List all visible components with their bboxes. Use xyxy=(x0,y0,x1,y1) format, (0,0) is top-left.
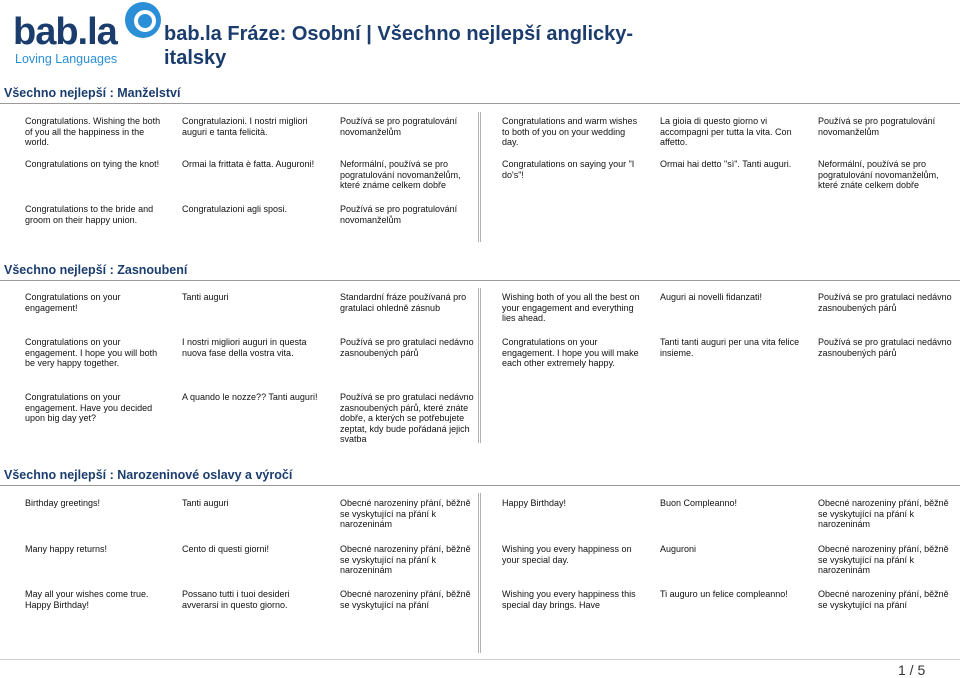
usage-cell: Používá se pro gratulaci nedávno zasnoubených párů xyxy=(818,337,952,358)
phrase-cell: Wishing you every happiness on your special day. xyxy=(502,544,632,565)
translation-cell: Cento di questi giorni! xyxy=(182,544,270,554)
usage-cell: Používá se pro pogratulování novomanželům xyxy=(340,204,458,225)
phrase-cell: Congratulations to the bride and groom on their happy union. xyxy=(25,204,154,225)
section-title-marriage: Všechno nejlepší : Manželství xyxy=(4,86,181,100)
phrase-cell: Congratulations on your engagement. Have you decided upon big day yet? xyxy=(25,392,153,424)
translation-cell: Ormai la frittata è fatta. Auguroni! xyxy=(182,159,315,169)
phrase-cell: Birthday greetings! xyxy=(25,498,101,508)
usage-cell: Neformální, používá se pro pogratulování novomanželům, které znáte celkem dobře xyxy=(818,159,939,191)
translation-cell: Ormai hai detto "sì". Tanti auguri. xyxy=(660,159,792,169)
speech-bubble-icon xyxy=(125,2,161,38)
translation-cell: Tanti tanti auguri per una vita felice insieme. xyxy=(660,337,800,358)
phrase-cell: Wishing you every happiness this special day brings. Have xyxy=(502,589,636,610)
phrase-cell: Happy Birthday! xyxy=(502,498,567,508)
phrase-cell: Congratulations on your engagement! xyxy=(25,292,121,313)
usage-cell: Obecné narozeniny přání, běžně se vyskytující na přání xyxy=(818,589,949,610)
usage-cell: Obecné narozeniny přání, běžně se vyskytující na přání xyxy=(340,589,471,610)
page-number: 1 / 5 xyxy=(898,662,926,678)
translation-cell: Auguroni xyxy=(660,544,697,554)
translation-cell: Ti auguro un felice compleanno! xyxy=(660,589,788,599)
translation-cell: Possano tutti i tuoi desideri avverarsi in questo giorno. xyxy=(182,589,290,610)
translation-cell: La gioia di questo giorno vi accompagni per tutta la vita. Con affetto. xyxy=(660,116,792,148)
logo[interactable] xyxy=(13,2,153,66)
usage-cell: Používá se pro gratulaci nedávno zasnoubených párů xyxy=(340,337,474,358)
section-title-engagement: Všechno nejlepší : Zasnoubení xyxy=(4,263,188,277)
phrase-cell: Congratulations on tying the knot! xyxy=(25,159,160,169)
translation-cell: Buon Compleanno! xyxy=(660,498,738,508)
phrase-cell: Congratulations. Wishing the both of you all the happiness in the world. xyxy=(25,116,161,148)
page-title: bab.la Fráze: Osobní | Všechno nejlepší anglicky-italsky xyxy=(164,23,634,69)
phrase-cell: Congratulations on saying your "I do's"! xyxy=(502,159,635,180)
section-divider xyxy=(0,103,960,104)
phrase-cell: Congratulations and warm wishes to both of you on your wedding day. xyxy=(502,116,638,148)
usage-cell: Standardní fráze používaná pro gratulaci ohledně zásnub xyxy=(340,292,467,313)
usage-cell: Používá se pro gratulaci nedávno zasnoubených párů xyxy=(818,292,952,313)
phrase-cell: May all your wishes come true. Happy Birthday! xyxy=(25,589,149,610)
section-divider xyxy=(0,485,960,486)
phrase-cell: Congratulations on your engagement. I hope you will both be very happy together. xyxy=(25,337,158,369)
section-divider xyxy=(0,280,960,281)
usage-cell: Obecné narozeniny přání, běžně se vyskytující na přání k narozeninám xyxy=(818,498,949,530)
translation-cell: I nostri migliori auguri in questa nuova fase della vostra vita. xyxy=(182,337,307,358)
translation-cell: Congratulazioni agli sposi. xyxy=(182,204,288,214)
translation-cell: Tanti auguri xyxy=(182,292,229,302)
usage-cell: Obecné narozeniny přání, běžně se vyskytující na přání k narozeninám xyxy=(340,498,471,530)
footer-divider xyxy=(0,659,960,660)
translation-cell: Auguri ai novelli fidanzati! xyxy=(660,292,763,302)
translation-cell: A quando le nozze?? Tanti auguri! xyxy=(182,392,318,402)
section-title-birthdays: Všechno nejlepší : Narozeninové oslavy a výročí xyxy=(4,468,293,482)
usage-cell: Používá se pro gratulaci nedávno zasnoubených párů, které znáte dobře, a kterých se potřebujete zeptat, kdy bude pořádaná jejich svatba xyxy=(340,392,474,445)
phrase-cell: Congratulations on your engagement. I hope you will make each other extremely happy. xyxy=(502,337,639,369)
logo-tagline: Loving Languages xyxy=(15,52,118,66)
usage-cell: Používá se pro pogratulování novomanželům xyxy=(818,116,936,137)
logo-wordmark: bab.la xyxy=(13,11,117,53)
usage-cell: Obecné narozeniny přání, běžně se vyskytující na přání k narozeninám xyxy=(818,544,949,576)
usage-cell: Obecné narozeniny přání, běžně se vyskytující na přání k narozeninám xyxy=(340,544,471,576)
usage-cell: Používá se pro pogratulování novomanželům xyxy=(340,116,458,137)
phrase-cell: Many happy returns! xyxy=(25,544,108,554)
usage-cell: Neformální, používá se pro pogratulování novomanželům, které známe celkem dobře xyxy=(340,159,461,191)
translation-cell: Tanti auguri xyxy=(182,498,229,508)
translation-cell: Congratulazioni. I nostri migliori auguri e tanta felicità. xyxy=(182,116,308,137)
phrase-cell: Wishing both of you all the best on your engagement and everything lies ahead. xyxy=(502,292,640,324)
